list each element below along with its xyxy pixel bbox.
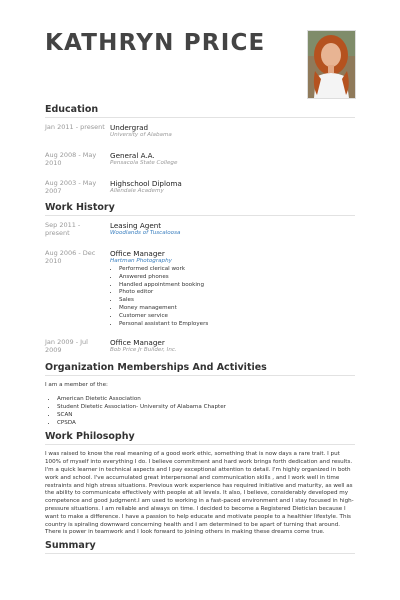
- entry-date: Jan 2011 - present: [45, 123, 105, 131]
- entry-title: Highschool Diploma: [110, 179, 182, 188]
- entry-title: Leasing Agent: [110, 221, 162, 230]
- list-item: • Money management: [119, 305, 355, 313]
- profile-photo-image: [308, 31, 355, 98]
- candidate-name: KATHRYN PRICE: [45, 30, 266, 56]
- list-item: • Photo editor: [119, 289, 355, 297]
- education-entry: [45, 123, 355, 143]
- duties-list: [110, 266, 355, 328]
- education-section: [45, 104, 355, 199]
- organizations-list: [45, 396, 355, 427]
- entry-title: Office Manager: [110, 338, 165, 348]
- philosophy-text: I was raised to know the real meaning of a good work ethic, something that is now days a rare trait. I put 100% of myself into everything I do. I believe commitment and hard work brings forth dedication and results. I'm a quick learner in technical aspects and I pay exceptional attention to detail. I'm highly organized in both work and school. I've accumulated great interpersonal and communication skills , and I work well in time restraints and high stress situations. Previous work experience has required initiative and maturity, as well as the ability to communicate effectively with people at all levels. It also, I believe, considerably developed my competence and good judgment.I am used to working in a fast-paced environment and I stay focused in high-pressure situations. I am reliable and always on time. I decided to become a Registered Dietician because I want to make a difference. I have a passion to help educate and motivate people to a healthier lifestyle. This country is spiraling downward concerning health and I am determined to be apart of turning that around. There is power in teamwork and I look forward to joining others in making these dreams come true.: [45, 451, 354, 536]
- list-item: • Performed clerical work: [119, 266, 355, 274]
- profile-photo: [307, 30, 356, 99]
- work-history-section: [45, 202, 355, 358]
- summary-heading: Summary: [45, 540, 355, 554]
- philosophy-section: [45, 431, 355, 537]
- entry-date: Aug 2006 - Dec 2010: [45, 249, 96, 265]
- work-entry: [45, 221, 355, 241]
- list-item: • Personal assistant to Employers: [119, 321, 355, 329]
- entry-title: Undergrad: [110, 123, 149, 132]
- entry-title: General A.A.: [110, 151, 155, 160]
- entry-title: Office Manager: [110, 249, 165, 258]
- entry-date: Aug 2003 - May 2007: [45, 179, 97, 195]
- work-history-heading: Work History: [45, 202, 355, 216]
- entry-institution: University of Alabama: [110, 132, 172, 138]
- organizations-section: [45, 362, 355, 427]
- entry-institution: Pensacola State College: [110, 160, 178, 166]
- resume-content: [45, 104, 355, 554]
- education-entry: [45, 151, 355, 171]
- list-item: • Sales: [119, 297, 355, 305]
- list-item: • Customer service: [119, 313, 355, 321]
- employer-link[interactable]: Woodlands of Tuscaloosa: [110, 230, 181, 236]
- list-item: • SCAN: [57, 412, 355, 420]
- entry-date: Jan 2009 - Jul 2009: [45, 338, 88, 355]
- list-item: • American Dietetic Association: [57, 396, 355, 404]
- organizations-heading: Organization Memberships And Activities: [45, 362, 355, 376]
- entry-employer: Bob Price Jr Builder, Inc.: [110, 347, 177, 354]
- organizations-intro: I am a member of the:: [45, 382, 108, 389]
- work-entry: [45, 249, 355, 328]
- list-item: • Student Dietetic Association- University of Alabama Chapter: [57, 404, 355, 412]
- summary-section: [45, 540, 355, 554]
- entry-date: Sep 2011 - present: [45, 221, 81, 237]
- list-item: • CPSDA: [57, 420, 355, 428]
- education-entry: [45, 179, 355, 199]
- work-entry: [45, 338, 355, 358]
- employer-link[interactable]: Hartman Photography: [110, 258, 172, 264]
- education-heading: Education: [45, 104, 355, 118]
- entry-institution: Allendale Academy: [110, 188, 164, 194]
- list-item: • Handled appointment booking: [119, 282, 355, 290]
- entry-date: Aug 2008 - May 2010: [45, 151, 97, 167]
- list-item: • Answered phones: [119, 274, 355, 282]
- philosophy-heading: Work Philosophy: [45, 431, 355, 445]
